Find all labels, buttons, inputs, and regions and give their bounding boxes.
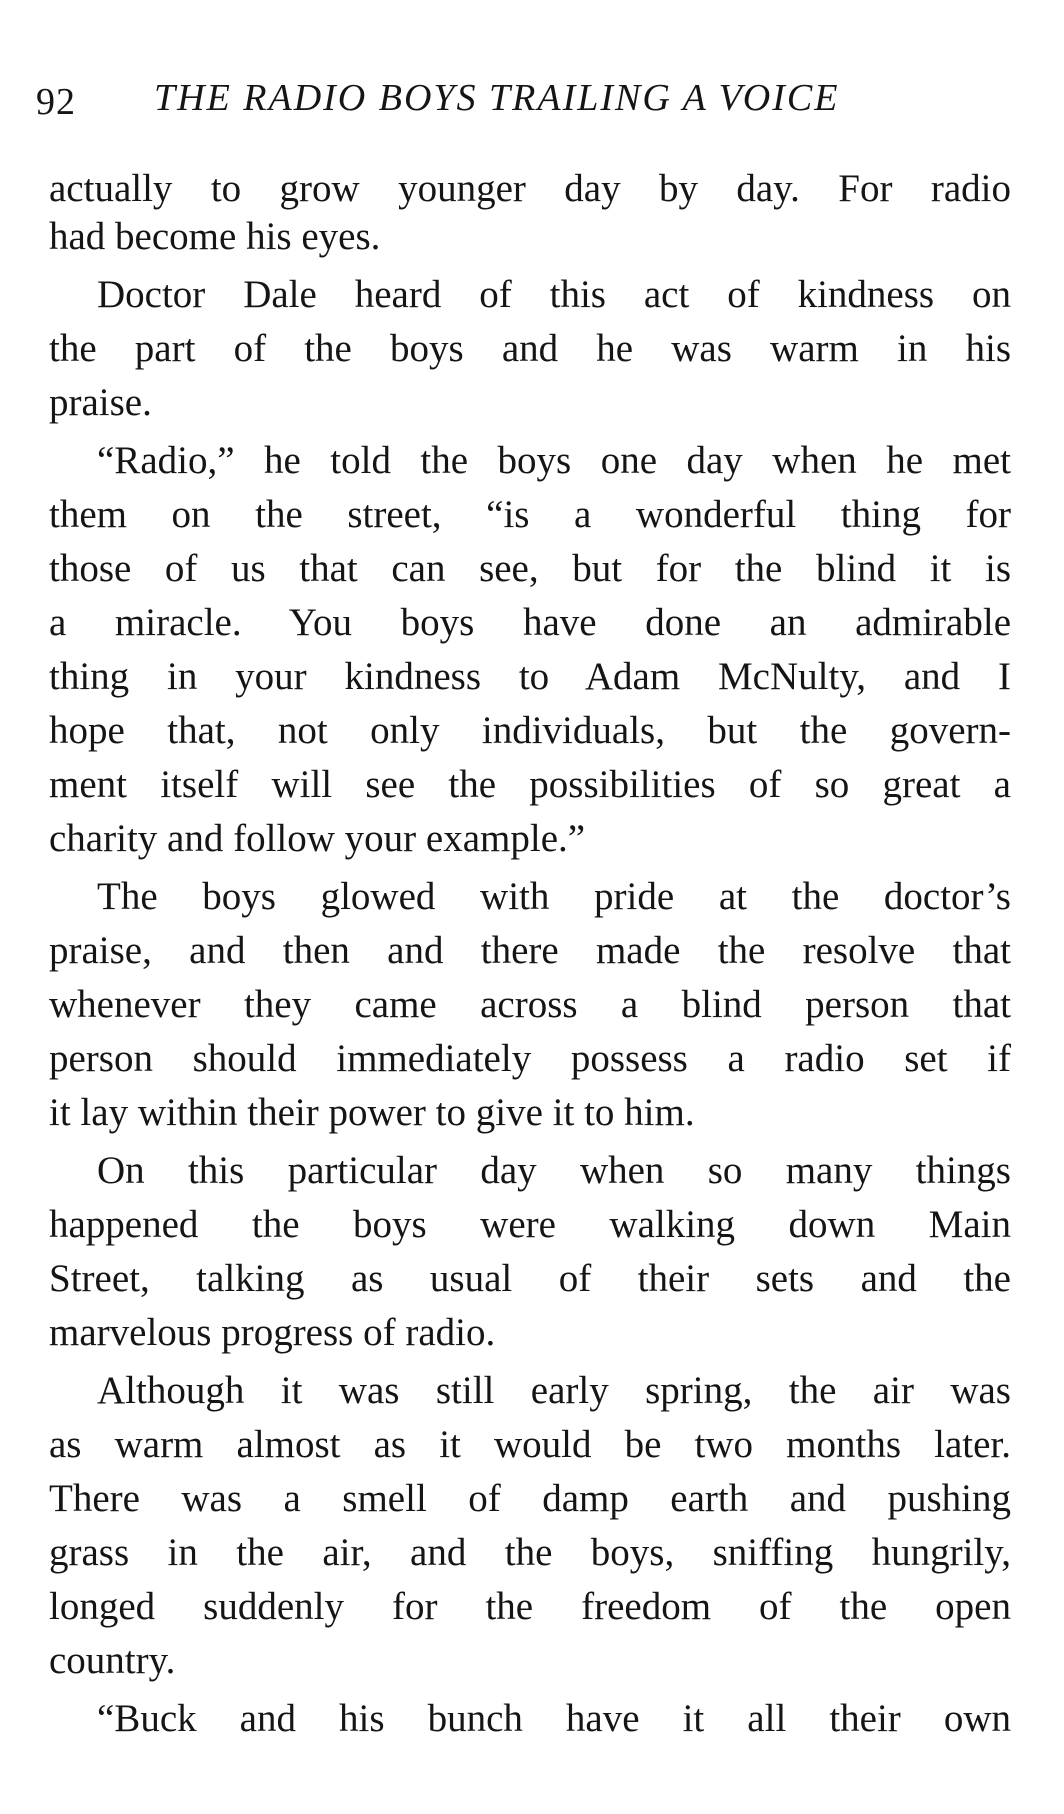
text-line: a miracle. You boys have done an admirable	[49, 601, 1011, 644]
text-line: Although it was still early spring, the air was	[97, 1369, 1011, 1412]
text-line: person should immediately possess a radio set if	[49, 1037, 1011, 1080]
text-line: them on the street, “is a wonderful thing for	[49, 493, 1011, 536]
text-line: praise, and then and there made the resolve that	[49, 929, 1011, 972]
text-line: those of us that can see, but for the blind it is	[49, 547, 1011, 590]
text-line: whenever they came across a blind person that	[49, 983, 1011, 1026]
text-line: happened the boys were walking down Main	[49, 1203, 1011, 1246]
text-line: hope that, not only individuals, but the govern-	[49, 709, 1011, 752]
text-line: “Buck and his bunch have it all their own	[97, 1697, 1011, 1740]
text-line: charity and follow your example.”	[49, 817, 586, 860]
text-line: praise.	[49, 381, 152, 424]
text-line: The boys glowed with pride at the doctor’s	[97, 875, 1011, 918]
text-line: There was a smell of damp earth and pushing	[49, 1477, 1011, 1520]
text-line: Street, talking as usual of their sets and the	[49, 1257, 1011, 1300]
text-line: actually to grow younger day by day. For radio	[49, 167, 1011, 210]
text-line: “Radio,” he told the boys one day when he met	[97, 439, 1011, 482]
text-line: country.	[49, 1639, 176, 1682]
text-line: On this particular day when so many things	[97, 1149, 1011, 1192]
text-line: longed suddenly for the freedom of the open	[49, 1585, 1011, 1628]
page-number: 92	[36, 81, 76, 123]
text-line: the part of the boys and he was warm in his	[49, 327, 1011, 370]
running-header	[36, 68, 996, 128]
running-title: THE RADIO BOYS TRAILING A VOICE	[154, 77, 840, 119]
text-line: marvelous progress of radio.	[49, 1311, 496, 1354]
text-line: grass in the air, and the boys, sniffing hungrily,	[49, 1531, 1011, 1574]
text-line: as warm almost as it would be two months later.	[49, 1423, 1011, 1466]
text-line: had become his eyes.	[49, 215, 381, 258]
text-line: ment itself will see the possibilities of so great a	[49, 763, 1011, 806]
text-line: it lay within their power to give it to him.	[49, 1091, 695, 1134]
text-line: Doctor Dale heard of this act of kindness on	[97, 273, 1011, 316]
text-line: thing in your kindness to Adam McNulty, and I	[49, 655, 1011, 698]
